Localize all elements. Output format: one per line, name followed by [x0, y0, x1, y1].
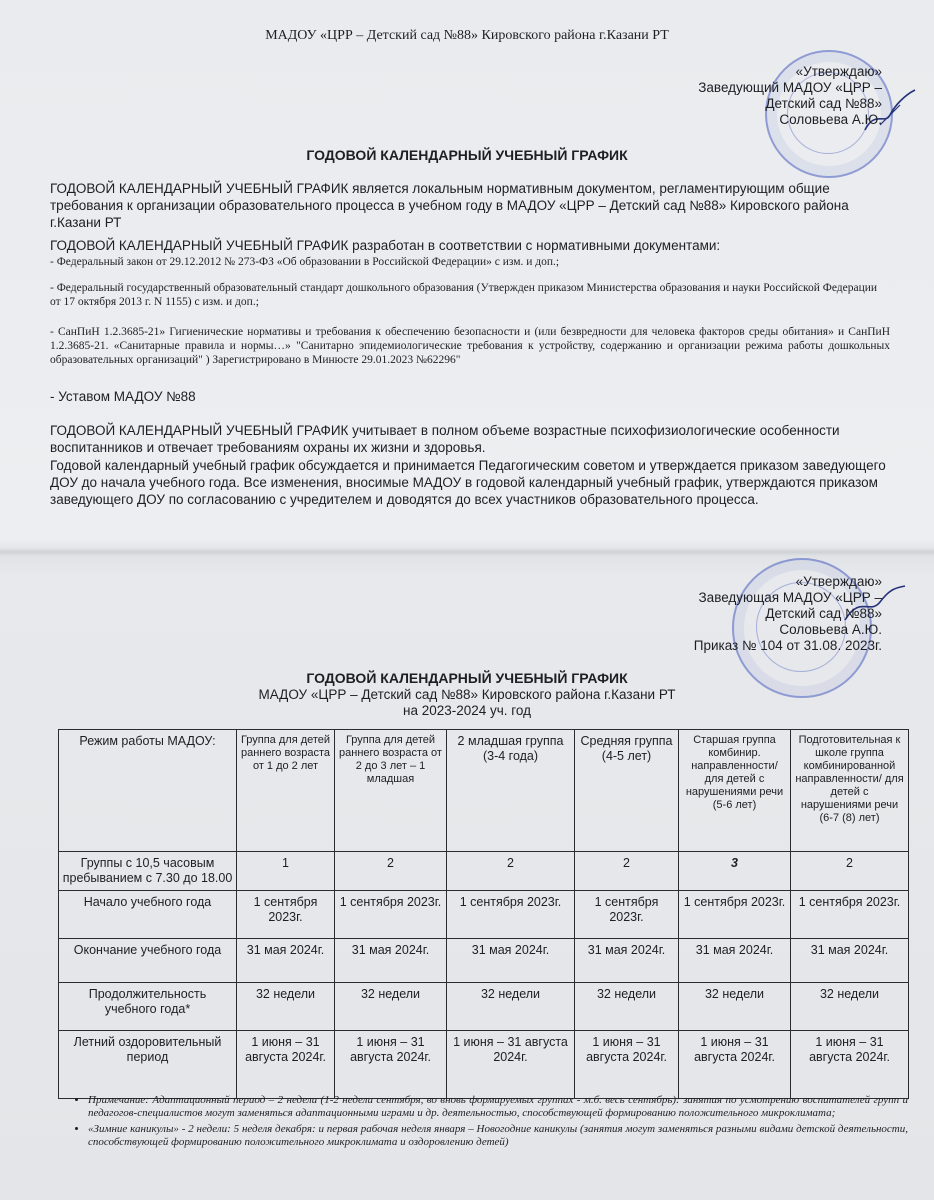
table-cell: 2 — [575, 852, 679, 891]
table-cell: 32 недели — [335, 983, 447, 1031]
table-cell: 1 июня – 31 августа 2024г. — [237, 1031, 335, 1099]
approval-paragraph: Годовой календарный учебный график обсуждается и принимается Педагогическим советом и утверждается приказом заведующего ДОУ до начала учебного года. Все изменения, вносимые МАДОУ в годовой календарный учебный график, утверждаются приказом заведующего ДОУ по согласованию с учредителем и доводятся до всех участников образовательного процесса. — [50, 458, 886, 507]
normative-doc-2: - Федеральный государственный образовательный стандарт дошкольного образования (Утвержден приказом Министерства образования и науки Российской Федерации от 17 октября 2013 г. N 1155) с изм. и доп.; — [50, 282, 878, 308]
approval-label: «Утверждаю» — [795, 64, 882, 79]
table-cell: 32 недели — [679, 983, 791, 1031]
schedule-year: на 2023-2024 уч. год — [402, 703, 532, 718]
table-cell: 1 — [237, 852, 335, 891]
table-cell: 3 — [679, 852, 791, 891]
health-paragraph: ГОДОВОЙ КАЛЕНДАРНЫЙ УЧЕБНЫЙ ГРАФИК учитывает в полном объеме возрастные психофизиологические особенности воспитанников и отвечает требованиям охраны их жизни и здоровья. — [50, 423, 840, 455]
page-title: ГОДОВОЙ КАЛЕНДАРНЫЙ УЧЕБНЫЙ ГРАФИК — [306, 147, 628, 163]
approval-name: Соловьева А.Ю. — [779, 622, 882, 637]
schedule-table — [58, 729, 909, 1099]
table-cell: 2 — [791, 852, 909, 891]
table-cell: 1 июня – 31 августа 2024г. — [791, 1031, 909, 1099]
schedule-title: ГОДОВОЙ КАЛЕНДАРНЫЙ УЧЕБНЫЙ ГРАФИК — [306, 670, 628, 686]
table-cell: 31 мая 2024г. — [575, 939, 679, 983]
header-cell: Группа для детей раннего возраста от 1 до 2 лет — [237, 730, 335, 852]
table-cell: 31 мая 2024г. — [679, 939, 791, 983]
header-cell: Средняя группа (4-5 лет) — [575, 730, 679, 852]
approval-org: Детский сад №88» — [765, 606, 882, 621]
header-cell: Режим работы МАДОУ: — [59, 730, 237, 852]
schedule-subtitle: МАДОУ «ЦРР – Детский сад №88» Кировского района г.Казани РТ — [258, 687, 676, 702]
row-label: Продолжительность учебного года* — [59, 983, 237, 1031]
table-cell: 1 сентября 2023г. — [447, 891, 575, 939]
table-cell: 1 июня – 31 августа 2024г. — [575, 1031, 679, 1099]
table-cell: 31 мая 2024г. — [237, 939, 335, 983]
row-label: Летний оздоровительный период — [59, 1031, 237, 1099]
table-cell: 1 сентября 2023г. — [679, 891, 791, 939]
table-cell: 32 недели — [575, 983, 679, 1031]
notes-section — [58, 1094, 908, 1152]
normative-doc-1: - Федеральный закон от 29.12.2012 № 273-ФЗ «Об образовании в Российской Федерации» с изм. и доп.; — [50, 256, 560, 268]
table-cell: 32 недели — [237, 983, 335, 1031]
approval-org: Детский сад №88» — [765, 96, 882, 111]
normative-doc-4: - Уставом МАДОУ №88 — [50, 389, 196, 404]
note-item: • «Зимние каникулы» - 2 недели: 5 неделя декабря: и первая рабочая неделя января – Новогодние каникулы (занятия могут заменяться разными видами детской деятельности, способствующей формированию положительного микроклимата и оздоровлению детей) — [88, 1123, 908, 1149]
approval-position: Заведующий МАДОУ «ЦРР – — [698, 80, 882, 95]
table-row — [59, 939, 909, 983]
table-cell: 31 мая 2024г. — [447, 939, 575, 983]
header-cell: Подготовительная к школе группа комбинированной направленности/ для детей с нарушениями речи (6-7 (8) лет) — [791, 730, 909, 852]
basis-paragraph: ГОДОВОЙ КАЛЕНДАРНЫЙ УЧЕБНЫЙ ГРАФИК разработан в соответствии с нормативными документами: — [50, 238, 721, 253]
table-cell: 32 недели — [447, 983, 575, 1031]
org-header: МАДОУ «ЦРР – Детский сад №88» Кировского района г.Казани РТ — [265, 28, 669, 43]
note-item: • Примечание: Адаптационный период – 2 недели (1-2 недели сентября, во вновь формируемых группах - м.б. весь сентябрь): занятия по усмотрению воспитателей групп и педагогов-специалистов могут заменяться адаптационными играми и др. деятельностью, способствующей формированию положительного микроклимата; — [88, 1094, 908, 1120]
header-cell: Группа для детей раннего возраста от 2 до 3 лет – 1 младшая — [335, 730, 447, 852]
approval-block-top — [698, 64, 882, 128]
table-row — [59, 1031, 909, 1099]
row-label: Группы с 10,5 часовым пребыванием с 7.30 до 18.00 — [59, 852, 237, 891]
approval-name: Соловьева А.Ю. — [779, 112, 882, 127]
table-cell: 31 мая 2024г. — [335, 939, 447, 983]
header-cell: 2 младшая группа (3-4 года) — [447, 730, 575, 852]
table-cell: 1 сентября 2023г. — [335, 891, 447, 939]
table-cell: 1 сентября 2023г. — [791, 891, 909, 939]
normative-doc-3: - СанПиН 1.2.3685-21» Гигиенические нормативы и требования к обеспечению безопасности и (или безвредности для человека факторов среды обитания» и СанПиН 1.2.3685-21. «Санитарные правила и нормы…» "Санитарно эпидемиологические требования к устройству, содержанию и организации режима работы дошкольных образовательных организаций" ) Зарегистрировано в Минюсте 29.01.2023 №62296" — [50, 326, 890, 366]
approval-position: Заведующая МАДОУ «ЦРР – — [698, 590, 882, 605]
table-cell: 2 — [335, 852, 447, 891]
table-cell: 1 сентября 2023г. — [237, 891, 335, 939]
row-label: Начало учебного года — [59, 891, 237, 939]
table-row — [59, 852, 909, 891]
table-cell: 1 июня – 31 августа 2024г. — [679, 1031, 791, 1099]
table-row — [59, 983, 909, 1031]
table-cell: 1 июня – 31 августа 2024г. — [335, 1031, 447, 1099]
header-cell: Старшая группа комбинир. направленности/ для детей с нарушениями речи (5-6 лет) — [679, 730, 791, 852]
intro-paragraph: ГОДОВОЙ КАЛЕНДАРНЫЙ УЧЕБНЫЙ ГРАФИК является локальным нормативным документом, регламентирующим общие требования к организации образовательного процесса в учебном году в МАДОУ «ЦРР – Детский сад №88» Кировского района г.Казани РТ — [50, 181, 849, 230]
approval-block-bottom — [694, 574, 882, 654]
approval-label: «Утверждаю» — [795, 574, 882, 589]
table-row — [59, 891, 909, 939]
table-cell: 31 мая 2024г. — [791, 939, 909, 983]
table-cell: 32 недели — [791, 983, 909, 1031]
table-cell: 1 июня – 31 августа 2024г. — [447, 1031, 575, 1099]
approval-order: Приказ № 104 от 31.08. 2023г. — [693, 638, 882, 653]
paper-fold — [0, 548, 934, 556]
table-header-row — [59, 730, 909, 852]
row-label: Окончание учебного года — [59, 939, 237, 983]
table-cell: 2 — [447, 852, 575, 891]
table-cell: 1 сентября 2023г. — [575, 891, 679, 939]
